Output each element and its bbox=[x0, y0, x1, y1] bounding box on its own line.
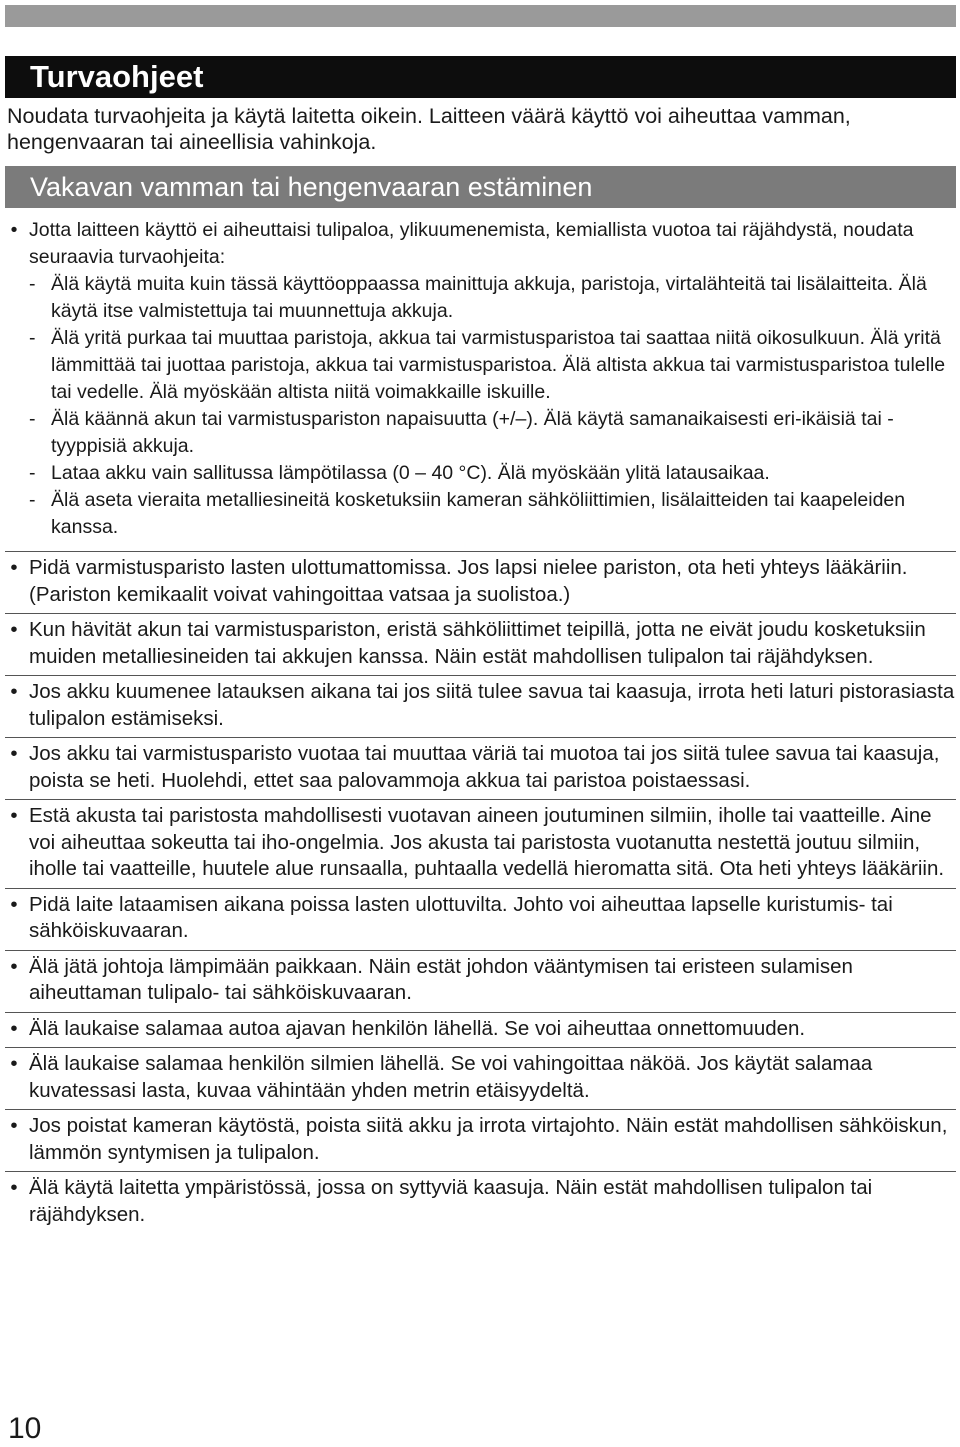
item-text: Älä laukaise salamaa henkilön silmien lähellä. Se voi vahingoittaa näköä. Jos käytät salamaa kuvatessasi lasta, kuvaa vähintään yhden metrin etäisyydeltä. bbox=[29, 1052, 873, 1102]
section-heading: Vakavan vamman tai hengenvaaran estäminen bbox=[5, 166, 956, 208]
item-text: Estä akusta tai paristosta mahdollisesti vuotavan aineen joutuminen silmiin, iholle tai vaatteille. Aine voi aiheuttaa sokeutta tai iho-ongelmia. Jos akusta tai paristosta vuotanutta nestettä joutuu silmiin, iholle tai vaatteille, huutele alue runsaalla, puhtaalla vedellä hieromatta sitä. Ota heti yhteys lääkäriin. bbox=[29, 804, 945, 880]
intro-text: Noudata turvaohjeita ja käytä laitetta oikein. Laitteen väärä käyttö voi aiheuttaa vamman, hengenvaaran tai aineellisia vahinkoja. bbox=[7, 104, 851, 154]
page-title: Turvaohjeet bbox=[5, 56, 956, 98]
list-item bbox=[5, 1172, 956, 1233]
item-text: Pidä laite lataamisen aikana poissa lasten ulottuvilta. Johto voi aiheuttaa lapselle kuristumis- tai sähköiskuvaaran. bbox=[29, 892, 893, 942]
bullet: • bbox=[10, 804, 18, 827]
bullet: • bbox=[10, 892, 18, 916]
dash: - bbox=[29, 327, 36, 349]
list-item bbox=[5, 614, 956, 676]
list-item bbox=[5, 1110, 956, 1172]
sub-item bbox=[29, 325, 956, 406]
dash: - bbox=[29, 462, 36, 484]
dash: - bbox=[29, 408, 36, 430]
item-text: Jos poistat kameran käytöstä, poista siitä akku ja irrota virtajohto. Näin estät mahdollisen sähköiskun, lämmön syntymisen ja tulipalon. bbox=[29, 1114, 948, 1164]
sub-item bbox=[29, 271, 956, 325]
bullet: • bbox=[10, 954, 18, 978]
bullet: • bbox=[10, 556, 18, 579]
top-gray-bar bbox=[5, 5, 956, 27]
list-item bbox=[5, 951, 956, 1013]
sub-item bbox=[29, 487, 956, 541]
bullet: • bbox=[10, 1016, 18, 1040]
sub-item-text: Lataa akku vain sallitussa lämpötilassa (0 – 40 °C). Älä myöskään ylitä latausaikaa. bbox=[51, 462, 770, 484]
sub-item-text: Älä yritä purkaa tai muuttaa paristoja, akkua tai varmistusparistoa tai saattaa niitä oikosulkuun. Älä yritä lämmittää tai juottaa paristoja, akkua tai varmistusparistoa. Älä altista akkua tai varmistusparistoa tulelle tai vedelle. Älä myöskään altista niitä voimakkaille iskuille. bbox=[51, 327, 946, 403]
item-text: Kun hävität akun tai varmistuspariston, eristä sähköliittimet teipillä, jotta ne eivät joudu kosketuksiin muiden metalliesineiden tai akkujen kanssa. Näin estät mahdollisen tulipalon tai räjähdyksen. bbox=[29, 618, 926, 668]
list-item bbox=[5, 552, 956, 614]
item-text: Jos akku kuumenee latauksen aikana tai jos siitä tulee savua tai kaasuja, irrota heti laturi pistorasiasta tulipalon estämiseksi. bbox=[29, 680, 955, 730]
bullet: • bbox=[10, 742, 18, 765]
bullet: • bbox=[10, 1114, 18, 1137]
sub-item-text: Älä käytä muita kuin tässä käyttöoppaassa mainittuja akkuja, paristoja, virtalähteitä tai lisälaitteita. Älä käytä itse valmistettuja tai muunnettuja akkuja. bbox=[51, 273, 927, 322]
sub-item-text: Älä aseta vieraita metalliesineitä kosketuksiin kameran sähköliittimien, lisälaitteiden tai kaapeleiden kanssa. bbox=[51, 489, 906, 538]
bullet: • bbox=[10, 618, 18, 641]
dash: - bbox=[29, 489, 36, 511]
list-item bbox=[5, 214, 956, 552]
bullet: • bbox=[10, 1052, 18, 1075]
list-item bbox=[5, 738, 956, 800]
item-text: Jos akku tai varmistusparisto vuotaa tai muuttaa väriä tai muotoa tai jos siitä tulee savua tai kaasuja, poista se heti. Huolehdi, ettet saa palovammoja akkua tai paristoa poistaessasi. bbox=[29, 742, 940, 792]
sub-item bbox=[29, 406, 956, 460]
bullet: • bbox=[10, 680, 18, 703]
dash: - bbox=[29, 273, 36, 295]
list-item bbox=[5, 889, 956, 951]
bullet: • bbox=[10, 1176, 18, 1199]
item-text: Pidä varmistusparisto lasten ulottumattomissa. Jos lapsi nielee pariston, ota heti yhteys lääkäriin. (Pariston kemikaalit voivat vahingoittaa vatsaa ja suolistoa.) bbox=[29, 556, 908, 606]
list-item bbox=[5, 1013, 956, 1049]
list-item bbox=[5, 1048, 956, 1110]
item-text: Älä jätä johtoja lämpimään paikkaan. Näin estät johdon vääntymisen tai eristeen sulamisen aiheuttaman tulipalo- tai sähköiskuvaaran. bbox=[29, 954, 853, 1004]
page-number: 10 bbox=[8, 1412, 42, 1445]
item-text: Älä käytä laitetta ympäristössä, jossa on syttyviä kaasuja. Näin estät mahdollisen tulipalon tai räjähdyksen. bbox=[29, 1176, 873, 1226]
bullet: • bbox=[10, 219, 18, 241]
safety-list bbox=[5, 214, 956, 1233]
list-item bbox=[5, 800, 956, 889]
sub-item-text: Älä käännä akun tai varmistuspariston napaisuutta (+/–). Älä käytä samanaikaisesti eri-ikäisiä tai -tyyppisiä akkuja. bbox=[51, 408, 894, 457]
item-text: Jotta laitteen käyttö ei aiheuttaisi tulipaloa, ylikuumenemista, kemiallista vuotoa tai räjähdystä, noudata seuraavia turvaohjeita: bbox=[29, 219, 914, 268]
list-item bbox=[5, 676, 956, 738]
item-text: Älä laukaise salamaa autoa ajavan henkilön lähellä. Se voi aiheuttaa onnettomuuden. bbox=[29, 1016, 806, 1040]
sub-item bbox=[29, 460, 956, 487]
